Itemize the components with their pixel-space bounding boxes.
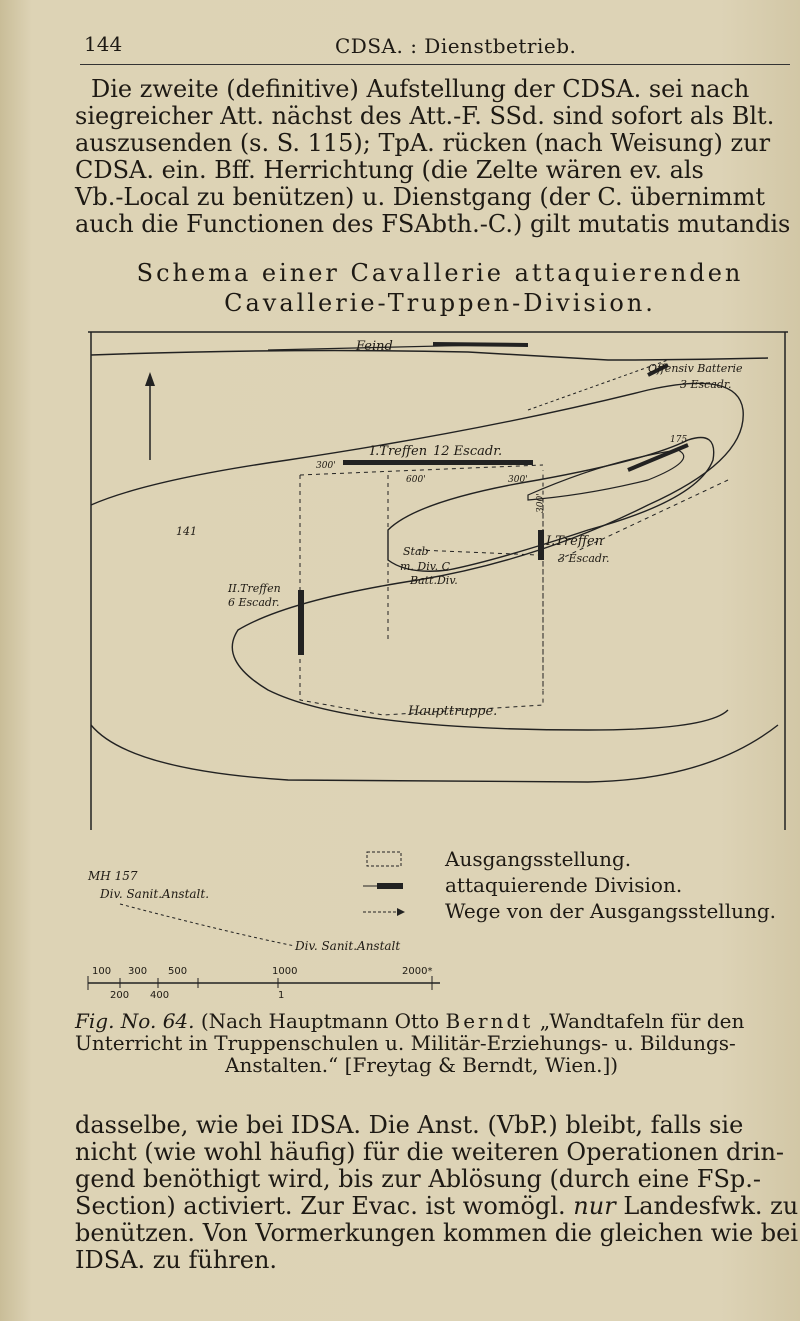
text-line: nicht (wie wohl häufig) für die weiteren Operationen drin- xyxy=(75,1138,785,1166)
label-haupttruppe: Haupttruppe. xyxy=(408,704,498,719)
label-sanit-anstalt-2: Div. Sanit.Anstalt xyxy=(295,939,401,953)
text-line: dasselbe, wie bei IDSA. Die Anst. (VbP.) bleibt, falls sie xyxy=(75,1111,744,1139)
caption-line1 xyxy=(75,1010,775,1032)
label-second-line: II.Treffen xyxy=(228,582,281,595)
legend-item xyxy=(355,872,785,898)
text-line: IDSA. zu führen. xyxy=(75,1246,278,1274)
label-3-escadr: 3 Escadr. xyxy=(680,378,732,391)
battle-schema-diagram xyxy=(88,330,788,830)
starting-position-top xyxy=(300,465,543,475)
legend-text: attaquierende Division. xyxy=(445,873,683,897)
figure-legend xyxy=(355,846,785,924)
first-line-bar xyxy=(343,460,533,465)
caption-line3: Anstalten.“ [Freytag & Berndt, Wien.]) xyxy=(225,1053,619,1077)
enemy-bar xyxy=(433,344,528,345)
label-batt-div: Batt.Div. xyxy=(410,574,458,587)
legend-item xyxy=(355,898,785,924)
page-header xyxy=(80,30,790,65)
text-emphasis: nur xyxy=(573,1192,616,1220)
label-300a: 300' xyxy=(316,461,336,471)
running-title: CDSA. : Dienstbetrieb. xyxy=(335,34,577,58)
label-offensiv-batterie: Offensiv Batterie xyxy=(648,362,743,375)
text-segment: Section) activiert. Zur Evac. ist womögl. xyxy=(75,1192,566,1220)
legend-item xyxy=(355,846,785,872)
text-segment: Landesfwk. zu xyxy=(623,1192,799,1220)
scale-label: 400 xyxy=(150,990,170,998)
evacuation-route xyxy=(120,904,295,946)
scale-label: 100 xyxy=(92,966,112,977)
label-6-escadr: 6 Escadr. xyxy=(228,596,280,609)
caption-text: „Wandtafeln für den xyxy=(539,1009,745,1033)
label-175: 175 xyxy=(670,435,688,445)
caption-line2: Unterricht in Truppenschulen u. Militär-Erziehungs- u. Bildungs- xyxy=(75,1031,736,1055)
text-line xyxy=(75,1192,799,1220)
label-300c: 300' xyxy=(536,493,546,513)
paragraph-top xyxy=(75,76,795,238)
label-mh157: MH 157 xyxy=(88,869,138,883)
label-3-escadr-b: 3 Escadr. xyxy=(558,552,610,565)
label-feind: Feind xyxy=(356,339,393,354)
label-m-div-c: m. Div. C xyxy=(400,560,451,573)
label-12-escadr: 12 Escadr. xyxy=(433,444,503,459)
caption-author: Berndt xyxy=(445,1009,534,1033)
label-first-line: I.Treffen xyxy=(370,444,428,459)
text-line: siegreicher Att. nächst des Att.-F. SSd. sind sofort als Blt. xyxy=(75,102,775,130)
scale-label: 300 xyxy=(128,966,148,977)
text-line: Die zweite (definitive) Aufstellung der CDSA. sei nach xyxy=(91,75,750,103)
text-line: Vb.-Local zu benützen) u. Dienstgang (der C. übernimmt xyxy=(75,183,765,211)
legend-text: Ausgangsstellung. xyxy=(445,847,632,871)
scale-label: 500 xyxy=(168,966,188,977)
dashed-arrow-icon xyxy=(355,900,415,922)
second-line-bar xyxy=(298,590,304,655)
scale-label: 200 xyxy=(110,990,130,998)
caption-text: (Nach Hauptmann Otto xyxy=(200,1009,440,1033)
page-number: 144 xyxy=(84,32,123,56)
figure-caption xyxy=(75,1010,775,1076)
label-stab: Stab xyxy=(403,545,429,558)
text-line: auszusenden (s. S. 115); TpA. rücken (nach Weisung) zur xyxy=(75,129,771,157)
scale-label: 1 xyxy=(278,990,285,998)
figure-title-line2: Cavallerie-Truppen-Division. xyxy=(224,289,656,317)
label-141: 141 xyxy=(176,525,197,538)
scale-label: 1000 xyxy=(272,966,298,977)
starting-position-outline xyxy=(300,470,543,715)
solid-bar-icon xyxy=(355,874,415,896)
text-line: gend benöthigt wird, bis zur Ablösung (durch eine FSp.- xyxy=(75,1165,761,1193)
legend-text: Wege von der Ausgangsstellung. xyxy=(445,899,777,923)
figure-title-line1: Schema einer Cavallerie attaquierenden xyxy=(136,259,744,287)
text-line: benützen. Von Vormerkungen kommen die gleichen wie bei xyxy=(75,1219,799,1247)
enemy-line xyxy=(91,351,768,360)
scale-label: 2000* xyxy=(402,966,433,977)
label-first-line-b: I.Treffen xyxy=(546,534,604,549)
dashed-rectangle-icon xyxy=(355,848,415,870)
figure-title xyxy=(100,258,780,318)
label-sanit-anstalt-1: Div. Sanit.Anstalt. xyxy=(100,887,210,901)
route-line xyxy=(418,550,538,555)
label-300b: 300' xyxy=(508,475,528,485)
caption-fig-number: Fig. No. 64. xyxy=(75,1009,195,1033)
advance-arrow-head xyxy=(145,372,155,386)
terrain-contour-bottom xyxy=(91,725,778,782)
label-600: 600' xyxy=(406,475,426,485)
paragraph-bottom xyxy=(75,1111,799,1274)
text-line: CDSA. ein. Bff. Herrichtung (die Zelte wären ev. als xyxy=(75,156,704,184)
text-line: auch die Functionen des FSAbth.-C.) gilt mutatis mutandis xyxy=(75,210,791,238)
